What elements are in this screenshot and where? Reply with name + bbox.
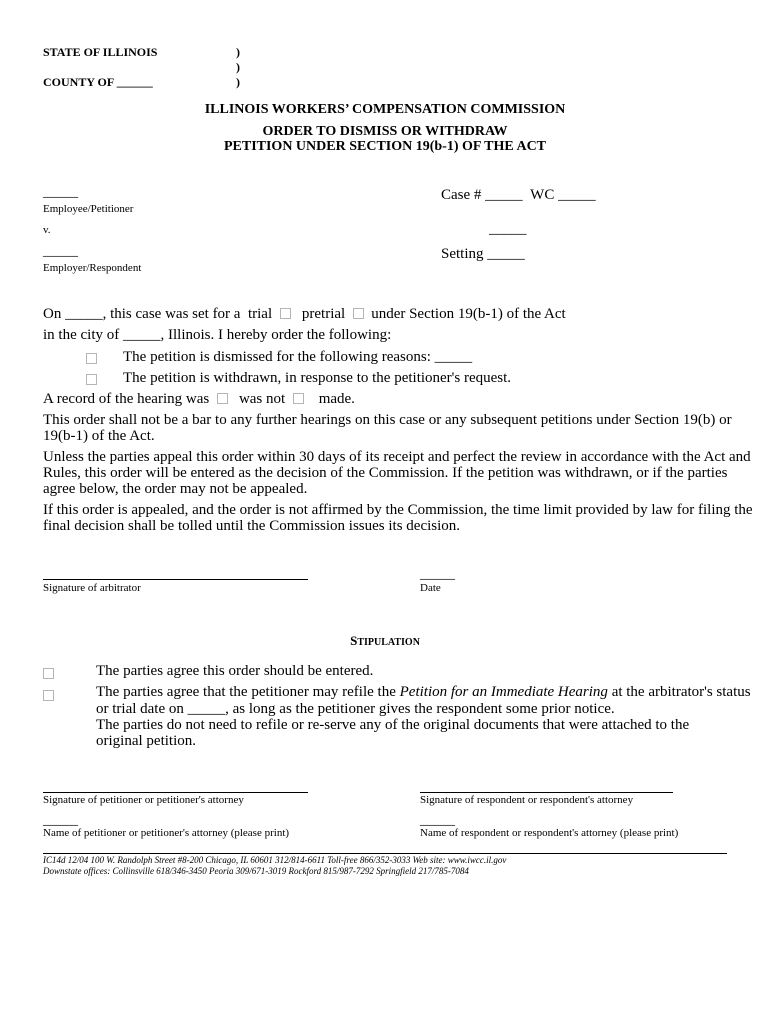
hearing-line: [43, 306, 566, 323]
agree-refile-line-4: original petition.: [96, 733, 196, 749]
stipulation-heading-initial: S: [350, 633, 358, 648]
agree-refile-line-2-prefix: or trial date on: [96, 701, 184, 717]
commission-title: ILLINOIS WORKERS’ COMPENSATION COMMISSION: [204, 102, 566, 117]
pretrial-checkbox[interactable]: [353, 308, 364, 319]
record-line: [43, 391, 355, 408]
agree-entered-checkbox[interactable]: [43, 668, 54, 679]
arbitrator-signature-label: Signature of arbitrator: [43, 582, 141, 594]
petitioner-name-label: Name of petitioner or petitioner's attorney (please print): [43, 827, 290, 839]
dismissed-line: [123, 349, 472, 366]
petitioner-signature-label: Signature of petitioner or petitioner's attorney: [43, 794, 244, 806]
setting-label: Setting: [441, 246, 484, 262]
agree-refile-line-2: [96, 701, 615, 718]
dismissed-text: The petition is dismissed for the following reasons:: [123, 349, 431, 365]
hearing-date-field[interactable]: _____: [65, 306, 103, 322]
state-label: STATE OF ILLINOIS: [43, 45, 158, 59]
agree-refile-line-2-suffix: , as long as the petitioner gives the respondent some prior notice.: [225, 701, 615, 717]
caption-paren-2: ): [236, 60, 240, 74]
setting-field[interactable]: _____: [487, 246, 525, 262]
employer-label: Employer/Respondent: [43, 262, 142, 274]
agree-refile-checkbox[interactable]: [43, 690, 54, 701]
arbitrator-signature-line[interactable]: [43, 579, 308, 580]
appeal-line-1: Unless the parties appeal this order within 30 days of its receipt and perfect the review in accordance with the Act and: [43, 449, 751, 465]
withdrawn-text: The petition is withdrawn, in response to the petitioner's request.: [123, 370, 512, 386]
city-prefix: in the city of: [43, 327, 120, 343]
respondent-signature-line[interactable]: [420, 792, 673, 793]
city-suffix: , Illinois. I hereby order the following:: [160, 327, 392, 343]
made-label: made.: [318, 391, 355, 407]
status-date-field[interactable]: _____: [187, 701, 226, 717]
appeal-line-2: Rules, this order will be entered as the decision of the Commission. If the petition was withdrawn, or if the parties: [43, 465, 728, 481]
record-was-checkbox[interactable]: [217, 393, 228, 404]
wc-label: WC: [530, 187, 555, 203]
affirm-line-1: If this order is appealed, and the order is not affirmed by the Commission, the time limit provided by law for filing the: [43, 502, 753, 518]
set-for-text: , this case was set for a: [102, 306, 241, 322]
dismissed-checkbox[interactable]: [86, 353, 97, 364]
reasons-field[interactable]: _____: [434, 349, 473, 365]
respondent-signature-label: Signature of respondent or respondent's attorney: [420, 794, 634, 806]
extra-case-field[interactable]: _____: [489, 221, 527, 237]
case-label: Case #: [441, 187, 482, 203]
date-field[interactable]: _____: [420, 567, 455, 582]
on-label: On: [43, 306, 62, 322]
respondent-name-label: Name of respondent or respondent's attorney (please print): [420, 827, 679, 839]
was-not-label: was not: [238, 391, 286, 407]
employer-blank[interactable]: _____: [43, 244, 78, 259]
affirm-line-2: final decision shall be tolled until the Commission issues its decision.: [43, 518, 461, 534]
bar-line-1: This order shall not be a bar to any further hearings on this case or any subsequent petitions under Section 19(b) or: [43, 412, 732, 428]
bar-line-2: 19(b-1) of the Act.: [43, 428, 155, 444]
record-was-not-checkbox[interactable]: [293, 393, 304, 404]
under-section-text: under Section 19(b-1) of the Act: [371, 306, 566, 322]
footer-divider: [43, 853, 727, 854]
versus-label: v.: [43, 224, 51, 236]
caption-paren-1: ): [236, 45, 240, 59]
petitioner-name-field[interactable]: _____: [43, 813, 78, 828]
withdrawn-checkbox[interactable]: [86, 374, 97, 385]
pretrial-label: pretrial: [301, 306, 346, 322]
stipulation-heading: [0, 632, 770, 650]
city-line: [43, 327, 391, 344]
employee-blank[interactable]: _____: [43, 185, 78, 200]
wc-number-field[interactable]: _____: [558, 187, 596, 203]
trial-checkbox[interactable]: [280, 308, 291, 319]
footer-line-1: IC14d 12/04 100 W. Randolph Street #8-200 Chicago, IL 60601 312/814-6611 Toll-free 866/352-3033 Web site: www.iwcc.il.gov: [43, 855, 507, 865]
agree-refile-line-1: [96, 684, 751, 701]
agree-refile-suffix: at the arbitrator's status: [607, 684, 751, 700]
county-label: COUNTY OF ______: [43, 75, 153, 89]
caption-paren-3: ): [236, 75, 240, 89]
footer-line-2: Downstate offices: Collinsville 618/346-3450 Peoria 309/671-3019 Rockford 815/987-7292 Springfield 217/785-7084: [43, 866, 469, 876]
respondent-name-field[interactable]: _____: [420, 813, 455, 828]
petition-title: PETITION UNDER SECTION 19(b-1) OF THE ACT: [223, 139, 547, 154]
appeal-line-3: agree below, the order may not be appealed.: [43, 481, 308, 497]
case-number-row: [441, 187, 596, 204]
city-field[interactable]: _____: [122, 327, 161, 343]
setting-row: [441, 246, 525, 263]
date-label: Date: [420, 582, 441, 594]
agree-refile-line-3: The parties do not need to refile or re-serve any of the original documents that were attached to the: [96, 717, 690, 733]
agree-entered-text: The parties agree this order should be entered.: [96, 663, 374, 679]
record-prefix: A record of the hearing was: [43, 391, 210, 407]
petitioner-signature-line[interactable]: [43, 792, 308, 793]
petition-title-italic: Petition for an Immediate Hearing: [399, 684, 608, 700]
agree-refile-prefix: The parties agree that the petitioner may refile the: [96, 684, 400, 700]
trial-label: trial: [247, 306, 273, 322]
case-number-field[interactable]: _____: [485, 187, 523, 203]
employee-label: Employee/Petitioner: [43, 203, 134, 215]
stipulation-heading-rest: TIPULATION: [357, 637, 420, 648]
order-title: ORDER TO DISMISS OR WITHDRAW: [262, 124, 508, 139]
